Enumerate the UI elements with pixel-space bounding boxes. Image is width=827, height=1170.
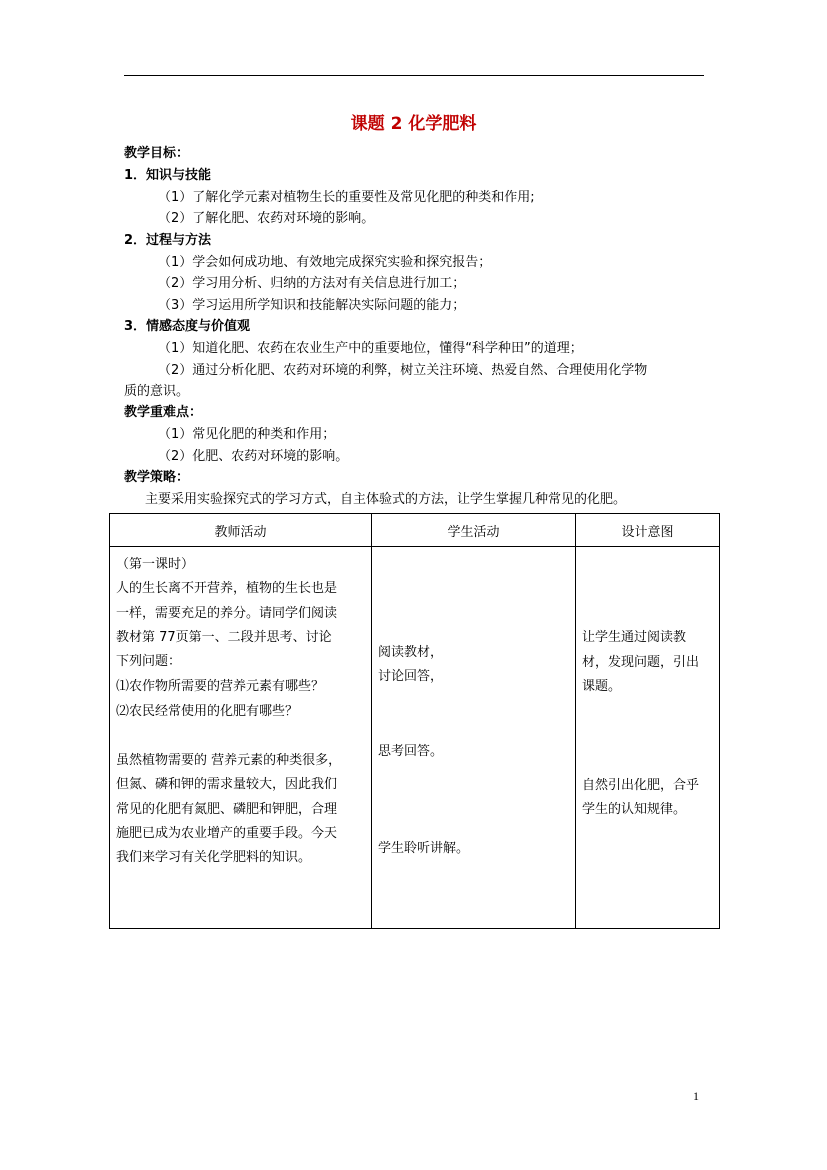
section-2-item-1: （1）学会如何成功地、有效地完成探究实验和探究报告；: [158, 255, 492, 270]
section-3-heading: 3．情感态度与价值观: [124, 319, 251, 334]
student-line: 学生聆听讲解。: [378, 841, 470, 856]
lesson-title: 课题 2 化学肥料: [350, 114, 477, 134]
teacher-line: ⑴农作物所需要的营养元素有哪些？: [116, 679, 325, 694]
section-2-item-3: （3）学习运用所学知识和技能解决实际问题的能力；: [158, 298, 466, 313]
teacher-line: 教材第 77页第一、二段并思考、讨论: [116, 630, 332, 645]
section-1-item-1: （1）了解化学元素对植物生长的重要性及常见化肥的种类和作用;: [158, 190, 535, 205]
table-row: [110, 547, 720, 929]
strategy-text: 主要采用实验探究式的学习方式，自主体验式的方法，让学生掌握几种常见的化肥。: [145, 492, 627, 507]
header-intent: 设计意图: [576, 514, 720, 547]
teacher-line: （第一课时）: [116, 557, 195, 572]
header-student: 学生活动: [372, 514, 576, 547]
teacher-line: 常见的化肥有氮肥、磷肥和钾肥，合理: [116, 802, 338, 817]
header-rule: [124, 75, 704, 76]
difficulty-heading: 教学重难点：: [124, 405, 203, 420]
teacher-line: 施肥已成为农业增产的重要手段。今天: [116, 826, 338, 841]
page-number: 1: [693, 1089, 699, 1103]
section-1-heading: 1．知识与技能: [124, 168, 212, 183]
teacher-line: 虽然植物需要的 营养元素的种类很多，: [116, 753, 342, 768]
section-3-item-2: （2）通过分析化肥、农药对环境的利弊，树立关注环境、热爱自然、合理使用化学物: [158, 363, 648, 378]
intent-line: 学生的认知规律。: [582, 802, 687, 817]
section-2-item-2: （2）学习用分析、归纳的方法对有关信息进行加工；: [158, 276, 466, 291]
section-1-item-2: （2）了解化肥、农药对环境的影响。: [158, 211, 375, 226]
intent-line: 自然引出化肥，合乎: [582, 778, 700, 793]
difficulty-item-2: （2）化肥、农药对环境的影响。: [158, 449, 349, 464]
intent-cell: [576, 547, 720, 929]
teacher-line: 但氮、磷和钾的需求量较大，因此我们: [116, 777, 338, 792]
teacher-line: 下列问题：: [116, 654, 182, 669]
intent-line: 让学生通过阅读教: [582, 630, 687, 645]
difficulty-item-1: （1）常见化肥的种类和作用；: [158, 427, 336, 442]
goals-heading: 教学目标：: [124, 146, 190, 161]
teacher-line: 一样，需要充足的养分。请同学们阅读: [116, 606, 338, 621]
section-3-item-1: （1）知道化肥、农药在农业生产中的重要地位，懂得“科学种田”的道理；: [158, 341, 583, 356]
teacher-line: ⑵农民经常使用的化肥有哪些？: [116, 704, 299, 719]
intent-line: 课题。: [582, 679, 622, 694]
teacher-cell: [110, 547, 372, 929]
student-line: 思考回答。: [378, 744, 444, 759]
teacher-line: 我们来学习有关化学肥料的知识。: [116, 850, 312, 865]
intent-line: 材，发现问题，引出: [582, 655, 700, 670]
activity-table: [109, 513, 720, 929]
section-2-heading: 2．过程与方法: [124, 233, 212, 248]
section-3-continuation: 质的意识。: [124, 384, 190, 399]
table-header-row: [110, 514, 720, 547]
teacher-line: 人的生长离不开营养，植物的生长也是: [116, 581, 338, 596]
student-line: 讨论回答，: [378, 669, 444, 684]
header-teacher: 教师活动: [110, 514, 372, 547]
strategy-heading: 教学策略：: [124, 470, 190, 485]
student-line: 阅读教材，: [378, 645, 444, 660]
student-cell: [372, 547, 576, 929]
